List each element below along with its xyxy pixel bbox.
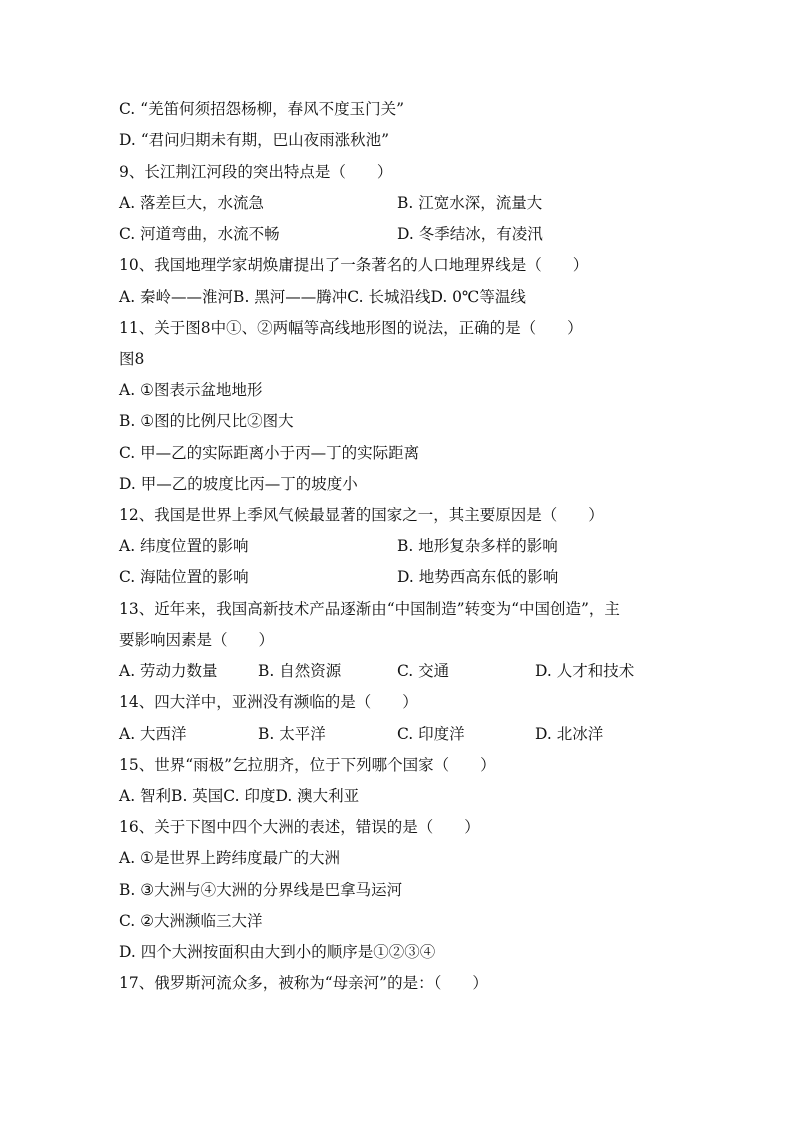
q11-option-b: B. ①图的比例尺比②图大 bbox=[119, 412, 294, 430]
question-13: 13、近年来，我国高新技术产品逐渐由“中国制造”转变为“中国创造”，主 bbox=[119, 600, 620, 618]
q12-option-a: A. 纬度位置的影响 bbox=[119, 537, 249, 555]
question-15: 15、世界“雨极”乞拉朋齐，位于下列哪个国家（ ） bbox=[119, 756, 496, 774]
q12-option-d: D. 地势西高东低的影响 bbox=[397, 568, 559, 586]
q8-option-c: C. “羌笛何须招怨杨柳，春风不度玉门关” bbox=[119, 100, 405, 118]
q16-option-c: C. ②大洲濒临三大洋 bbox=[119, 912, 263, 930]
question-9: 9、长江荆江河段的突出特点是（ ） bbox=[119, 163, 393, 181]
question-14: 14、四大洋中，亚洲没有濒临的是（ ） bbox=[119, 693, 418, 711]
q11-option-a: A. ①图表示盆地地形 bbox=[119, 381, 263, 399]
question-17: 17、俄罗斯河流众多，被称为“母亲河”的是：（ ） bbox=[119, 974, 488, 992]
q11-option-d: D. 甲—乙的坡度比丙—丁的坡度小 bbox=[119, 475, 358, 493]
q13-option-a: A. 劳动力数量 bbox=[119, 662, 218, 680]
q8-option-d: D. “君问归期未有期，巴山夜雨涨秋池” bbox=[119, 131, 390, 149]
question-10: 10、我国地理学家胡焕庸提出了一条著名的人口地理界线是（ ） bbox=[119, 256, 589, 274]
q10-options: A. 秦岭——淮河B. 黑河——腾冲C. 长城沿线D. 0℃等温线 bbox=[119, 288, 526, 306]
q9-option-c: C. 河道弯曲，水流不畅 bbox=[119, 225, 280, 243]
q14-option-c: C. 印度洋 bbox=[397, 725, 465, 743]
q11-option-c: C. 甲—乙的实际距离小于丙—丁的实际距离 bbox=[119, 444, 420, 462]
q13-option-c: C. 交通 bbox=[397, 662, 450, 680]
q9-option-b: B. 江宽水深，流量大 bbox=[397, 194, 543, 212]
q15-options: A. 智利B. 英国C. 印度D. 澳大利亚 bbox=[119, 787, 360, 805]
q13-option-b: B. 自然资源 bbox=[258, 662, 342, 680]
question-16: 16、关于下图中四个大洲的表述，错误的是（ ） bbox=[119, 818, 480, 836]
q16-option-d: D. 四个大洲按面积由大到小的顺序是①②③④ bbox=[119, 943, 436, 961]
q12-option-b: B. 地形复杂多样的影响 bbox=[397, 537, 558, 555]
question-11: 11、关于图8中①、②两幅等高线地形图的说法，正确的是（ ） bbox=[119, 319, 583, 337]
question-12: 12、我国是世界上季风气候最显著的国家之一，其主要原因是（ ） bbox=[119, 506, 604, 524]
q13-option-d: D. 人才和技术 bbox=[535, 662, 635, 680]
q16-option-a: A. ①是世界上跨纬度最广的大洲 bbox=[119, 849, 340, 867]
question-13-continued: 要影响因素是（ ） bbox=[119, 631, 275, 649]
q12-option-c: C. 海陆位置的影响 bbox=[119, 568, 249, 586]
q9-option-d: D. 冬季结冰，有凌汛 bbox=[397, 225, 543, 243]
q9-option-a: A. 落差巨大，水流急 bbox=[119, 194, 265, 212]
figure-8-label: 图8 bbox=[119, 350, 145, 368]
q14-option-d: D. 北冰洋 bbox=[535, 725, 604, 743]
q16-option-b: B. ③大洲与④大洲的分界线是巴拿马运河 bbox=[119, 881, 403, 899]
q14-option-b: B. 太平洋 bbox=[258, 725, 326, 743]
q14-option-a: A. 大西洋 bbox=[119, 725, 187, 743]
